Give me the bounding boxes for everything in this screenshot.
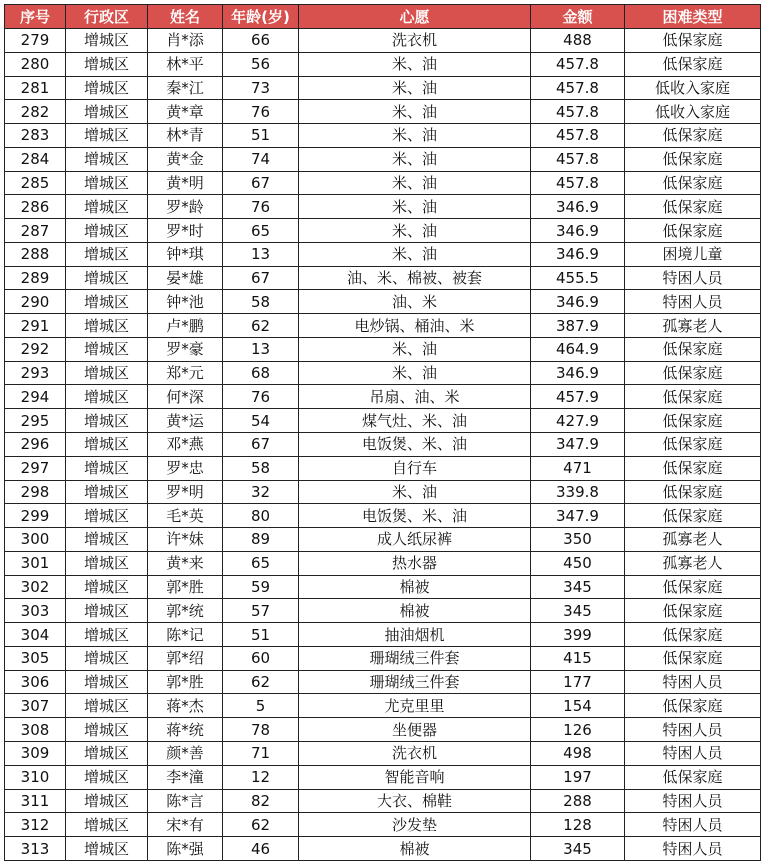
cell-hardship-type: 低保家庭 [625, 219, 761, 243]
cell-age: 62 [223, 670, 299, 694]
cell-index: 296 [5, 433, 66, 457]
cell-wish: 电炒锅、桶油、米 [299, 314, 531, 338]
cell-age: 51 [223, 124, 299, 148]
header-row [5, 5, 761, 29]
cell-hardship-type: 低保家庭 [625, 409, 761, 433]
cell-wish: 尤克里里 [299, 694, 531, 718]
cell-index: 295 [5, 409, 66, 433]
cell-hardship-type: 特困人员 [625, 290, 761, 314]
cell-amount: 346.9 [531, 361, 625, 385]
cell-district: 增城区 [66, 29, 148, 53]
cell-district: 增城区 [66, 551, 148, 575]
table-row [5, 337, 761, 361]
cell-name: 郭*胜 [148, 670, 223, 694]
table-row [5, 433, 761, 457]
cell-district: 增城区 [66, 623, 148, 647]
cell-hardship-type: 孤寡老人 [625, 314, 761, 338]
cell-district: 增城区 [66, 528, 148, 552]
cell-wish: 米、油 [299, 361, 531, 385]
cell-age: 54 [223, 409, 299, 433]
cell-name: 蒋*统 [148, 718, 223, 742]
header-index: 序号 [5, 5, 66, 29]
table-row [5, 385, 761, 409]
table-row [5, 266, 761, 290]
cell-index: 293 [5, 361, 66, 385]
table-row [5, 147, 761, 171]
table-row [5, 528, 761, 552]
cell-amount: 345 [531, 599, 625, 623]
cell-wish: 米、油 [299, 100, 531, 124]
cell-amount: 350 [531, 528, 625, 552]
cell-name: 何*深 [148, 385, 223, 409]
cell-amount: 387.9 [531, 314, 625, 338]
cell-age: 65 [223, 551, 299, 575]
cell-name: 钟*琪 [148, 242, 223, 266]
table-row [5, 480, 761, 504]
cell-district: 增城区 [66, 195, 148, 219]
cell-hardship-type: 低收入家庭 [625, 100, 761, 124]
cell-wish: 洗衣机 [299, 29, 531, 53]
cell-amount: 128 [531, 813, 625, 837]
cell-index: 308 [5, 718, 66, 742]
table-row [5, 29, 761, 53]
cell-wish: 坐便器 [299, 718, 531, 742]
cell-index: 309 [5, 741, 66, 765]
cell-amount: 345 [531, 837, 625, 861]
cell-index: 307 [5, 694, 66, 718]
cell-name: 林*青 [148, 124, 223, 148]
cell-wish: 热水器 [299, 551, 531, 575]
cell-index: 298 [5, 480, 66, 504]
cell-amount: 457.8 [531, 147, 625, 171]
cell-name: 郭*统 [148, 599, 223, 623]
header-amount: 金额 [531, 5, 625, 29]
cell-name: 郭*胜 [148, 575, 223, 599]
cell-hardship-type: 困境儿童 [625, 242, 761, 266]
cell-amount: 288 [531, 789, 625, 813]
cell-age: 62 [223, 314, 299, 338]
cell-age: 46 [223, 837, 299, 861]
header-name: 姓名 [148, 5, 223, 29]
cell-amount: 339.8 [531, 480, 625, 504]
cell-district: 增城区 [66, 813, 148, 837]
cell-index: 305 [5, 646, 66, 670]
cell-wish: 大衣、棉鞋 [299, 789, 531, 813]
cell-wish: 抽油烟机 [299, 623, 531, 647]
cell-district: 增城区 [66, 765, 148, 789]
cell-name: 肖*添 [148, 29, 223, 53]
cell-age: 60 [223, 646, 299, 670]
cell-index: 289 [5, 266, 66, 290]
cell-age: 56 [223, 52, 299, 76]
cell-hardship-type: 低保家庭 [625, 124, 761, 148]
cell-wish: 电饭煲、米、油 [299, 433, 531, 457]
cell-amount: 457.8 [531, 52, 625, 76]
cell-name: 许*妹 [148, 528, 223, 552]
cell-wish: 米、油 [299, 124, 531, 148]
table-row [5, 290, 761, 314]
cell-amount: 415 [531, 646, 625, 670]
cell-index: 300 [5, 528, 66, 552]
cell-wish: 米、油 [299, 76, 531, 100]
cell-name: 李*潼 [148, 765, 223, 789]
table-row [5, 195, 761, 219]
cell-age: 57 [223, 599, 299, 623]
cell-age: 67 [223, 171, 299, 195]
cell-hardship-type: 低保家庭 [625, 623, 761, 647]
cell-name: 陈*言 [148, 789, 223, 813]
cell-name: 蒋*杰 [148, 694, 223, 718]
table-row [5, 741, 761, 765]
cell-wish: 米、油 [299, 480, 531, 504]
cell-amount: 346.9 [531, 290, 625, 314]
cell-age: 76 [223, 100, 299, 124]
table-row [5, 599, 761, 623]
cell-amount: 464.9 [531, 337, 625, 361]
cell-amount: 457.8 [531, 171, 625, 195]
cell-name: 郑*元 [148, 361, 223, 385]
cell-name: 罗*明 [148, 480, 223, 504]
cell-name: 毛*英 [148, 504, 223, 528]
cell-hardship-type: 低保家庭 [625, 433, 761, 457]
cell-wish: 沙发垫 [299, 813, 531, 837]
cell-index: 310 [5, 765, 66, 789]
cell-name: 罗*豪 [148, 337, 223, 361]
cell-age: 32 [223, 480, 299, 504]
cell-age: 51 [223, 623, 299, 647]
cell-hardship-type: 特困人员 [625, 718, 761, 742]
cell-index: 291 [5, 314, 66, 338]
cell-district: 增城区 [66, 171, 148, 195]
cell-name: 秦*江 [148, 76, 223, 100]
table-row [5, 409, 761, 433]
cell-age: 5 [223, 694, 299, 718]
cell-index: 312 [5, 813, 66, 837]
cell-hardship-type: 特困人员 [625, 837, 761, 861]
cell-district: 增城区 [66, 219, 148, 243]
cell-index: 294 [5, 385, 66, 409]
cell-district: 增城区 [66, 100, 148, 124]
cell-name: 晏*雄 [148, 266, 223, 290]
table-row [5, 456, 761, 480]
cell-district: 增城区 [66, 456, 148, 480]
cell-name: 罗*龄 [148, 195, 223, 219]
cell-amount: 471 [531, 456, 625, 480]
cell-hardship-type: 低收入家庭 [625, 76, 761, 100]
cell-age: 58 [223, 456, 299, 480]
cell-index: 297 [5, 456, 66, 480]
header-wish: 心愿 [299, 5, 531, 29]
cell-name: 邓*燕 [148, 433, 223, 457]
table-row [5, 765, 761, 789]
cell-name: 陈*强 [148, 837, 223, 861]
cell-amount: 457.8 [531, 100, 625, 124]
cell-age: 82 [223, 789, 299, 813]
cell-district: 增城区 [66, 718, 148, 742]
cell-wish: 米、油 [299, 337, 531, 361]
cell-name: 卢*鹏 [148, 314, 223, 338]
cell-district: 增城区 [66, 694, 148, 718]
cell-amount: 457.8 [531, 76, 625, 100]
cell-index: 299 [5, 504, 66, 528]
table-row [5, 551, 761, 575]
cell-amount: 427.9 [531, 409, 625, 433]
cell-name: 黄*章 [148, 100, 223, 124]
cell-amount: 450 [531, 551, 625, 575]
cell-hardship-type: 特困人员 [625, 789, 761, 813]
cell-index: 279 [5, 29, 66, 53]
cell-wish: 棉被 [299, 599, 531, 623]
cell-hardship-type: 孤寡老人 [625, 528, 761, 552]
cell-index: 282 [5, 100, 66, 124]
cell-age: 13 [223, 337, 299, 361]
cell-district: 增城区 [66, 314, 148, 338]
cell-district: 增城区 [66, 124, 148, 148]
table-row [5, 813, 761, 837]
table-row [5, 76, 761, 100]
cell-hardship-type: 低保家庭 [625, 337, 761, 361]
cell-amount: 488 [531, 29, 625, 53]
cell-index: 306 [5, 670, 66, 694]
cell-age: 80 [223, 504, 299, 528]
cell-district: 增城区 [66, 670, 148, 694]
cell-district: 增城区 [66, 599, 148, 623]
cell-name: 陈*记 [148, 623, 223, 647]
cell-district: 增城区 [66, 266, 148, 290]
cell-wish: 洗衣机 [299, 741, 531, 765]
cell-age: 67 [223, 266, 299, 290]
cell-name: 黄*金 [148, 147, 223, 171]
table-row [5, 646, 761, 670]
cell-index: 288 [5, 242, 66, 266]
table-row [5, 219, 761, 243]
cell-age: 76 [223, 195, 299, 219]
table-row [5, 314, 761, 338]
cell-age: 58 [223, 290, 299, 314]
cell-index: 313 [5, 837, 66, 861]
cell-name: 宋*有 [148, 813, 223, 837]
cell-name: 林*平 [148, 52, 223, 76]
table-row [5, 100, 761, 124]
cell-index: 302 [5, 575, 66, 599]
cell-age: 12 [223, 765, 299, 789]
cell-wish: 棉被 [299, 575, 531, 599]
cell-name: 黄*明 [148, 171, 223, 195]
cell-amount: 345 [531, 575, 625, 599]
cell-hardship-type: 低保家庭 [625, 480, 761, 504]
cell-age: 71 [223, 741, 299, 765]
cell-wish: 米、油 [299, 52, 531, 76]
cell-hardship-type: 低保家庭 [625, 456, 761, 480]
cell-hardship-type: 低保家庭 [625, 694, 761, 718]
cell-hardship-type: 低保家庭 [625, 504, 761, 528]
table-row [5, 504, 761, 528]
table-row [5, 575, 761, 599]
cell-name: 钟*池 [148, 290, 223, 314]
cell-name: 黄*运 [148, 409, 223, 433]
cell-index: 281 [5, 76, 66, 100]
cell-wish: 油、米 [299, 290, 531, 314]
cell-index: 287 [5, 219, 66, 243]
cell-index: 303 [5, 599, 66, 623]
cell-wish: 吊扇、油、米 [299, 385, 531, 409]
cell-index: 283 [5, 124, 66, 148]
cell-index: 304 [5, 623, 66, 647]
cell-district: 增城区 [66, 575, 148, 599]
cell-wish: 珊瑚绒三件套 [299, 646, 531, 670]
header-district: 行政区 [66, 5, 148, 29]
table-row [5, 670, 761, 694]
cell-age: 67 [223, 433, 299, 457]
cell-age: 65 [223, 219, 299, 243]
cell-amount: 346.9 [531, 219, 625, 243]
cell-amount: 346.9 [531, 242, 625, 266]
cell-district: 增城区 [66, 646, 148, 670]
cell-hardship-type: 特困人员 [625, 266, 761, 290]
cell-amount: 455.5 [531, 266, 625, 290]
cell-amount: 346.9 [531, 195, 625, 219]
cell-district: 增城区 [66, 337, 148, 361]
cell-hardship-type: 低保家庭 [625, 575, 761, 599]
cell-district: 增城区 [66, 480, 148, 504]
cell-name: 郭*绍 [148, 646, 223, 670]
cell-age: 62 [223, 813, 299, 837]
table-row [5, 361, 761, 385]
cell-index: 286 [5, 195, 66, 219]
cell-amount: 347.9 [531, 504, 625, 528]
cell-name: 罗*时 [148, 219, 223, 243]
header-hardship-type: 困难类型 [625, 5, 761, 29]
cell-district: 增城区 [66, 409, 148, 433]
table-row [5, 694, 761, 718]
cell-wish: 珊瑚绒三件套 [299, 670, 531, 694]
cell-wish: 煤气灶、米、油 [299, 409, 531, 433]
cell-hardship-type: 特困人员 [625, 741, 761, 765]
cell-hardship-type: 低保家庭 [625, 195, 761, 219]
cell-hardship-type: 低保家庭 [625, 52, 761, 76]
cell-district: 增城区 [66, 789, 148, 813]
table-header [5, 5, 761, 29]
cell-hardship-type: 低保家庭 [625, 29, 761, 53]
cell-hardship-type: 特困人员 [625, 813, 761, 837]
cell-wish: 电饭煲、米、油 [299, 504, 531, 528]
cell-district: 增城区 [66, 147, 148, 171]
cell-hardship-type: 低保家庭 [625, 599, 761, 623]
table-row [5, 242, 761, 266]
cell-index: 311 [5, 789, 66, 813]
cell-index: 285 [5, 171, 66, 195]
cell-amount: 197 [531, 765, 625, 789]
wish-list-table [4, 4, 761, 861]
cell-district: 增城区 [66, 52, 148, 76]
cell-district: 增城区 [66, 741, 148, 765]
cell-hardship-type: 孤寡老人 [625, 551, 761, 575]
cell-hardship-type: 特困人员 [625, 670, 761, 694]
cell-age: 66 [223, 29, 299, 53]
cell-amount: 498 [531, 741, 625, 765]
cell-age: 59 [223, 575, 299, 599]
table-row [5, 837, 761, 861]
cell-hardship-type: 低保家庭 [625, 147, 761, 171]
table-body [5, 29, 761, 861]
cell-amount: 126 [531, 718, 625, 742]
table-row [5, 52, 761, 76]
cell-wish: 自行车 [299, 456, 531, 480]
cell-age: 89 [223, 528, 299, 552]
cell-wish: 米、油 [299, 195, 531, 219]
cell-hardship-type: 低保家庭 [625, 646, 761, 670]
cell-index: 280 [5, 52, 66, 76]
cell-age: 73 [223, 76, 299, 100]
cell-district: 增城区 [66, 242, 148, 266]
cell-age: 76 [223, 385, 299, 409]
table-row [5, 718, 761, 742]
cell-name: 罗*忠 [148, 456, 223, 480]
cell-wish: 油、米、棉被、被套 [299, 266, 531, 290]
cell-district: 增城区 [66, 361, 148, 385]
cell-hardship-type: 低保家庭 [625, 765, 761, 789]
cell-amount: 457.8 [531, 124, 625, 148]
cell-amount: 177 [531, 670, 625, 694]
cell-hardship-type: 低保家庭 [625, 361, 761, 385]
cell-wish: 米、油 [299, 242, 531, 266]
cell-hardship-type: 低保家庭 [625, 385, 761, 409]
cell-name: 黄*来 [148, 551, 223, 575]
cell-age: 74 [223, 147, 299, 171]
cell-district: 增城区 [66, 290, 148, 314]
cell-amount: 399 [531, 623, 625, 647]
cell-amount: 154 [531, 694, 625, 718]
cell-name: 颜*善 [148, 741, 223, 765]
table-row [5, 623, 761, 647]
cell-wish: 米、油 [299, 147, 531, 171]
cell-amount: 347.9 [531, 433, 625, 457]
cell-index: 292 [5, 337, 66, 361]
cell-hardship-type: 低保家庭 [625, 171, 761, 195]
cell-age: 68 [223, 361, 299, 385]
cell-wish: 成人纸尿裤 [299, 528, 531, 552]
cell-wish: 米、油 [299, 171, 531, 195]
cell-district: 增城区 [66, 433, 148, 457]
table-row [5, 124, 761, 148]
cell-index: 284 [5, 147, 66, 171]
header-age: 年龄(岁) [223, 5, 299, 29]
cell-district: 增城区 [66, 385, 148, 409]
cell-wish: 米、油 [299, 219, 531, 243]
cell-age: 78 [223, 718, 299, 742]
cell-wish: 棉被 [299, 837, 531, 861]
cell-wish: 智能音响 [299, 765, 531, 789]
cell-index: 290 [5, 290, 66, 314]
table-row [5, 171, 761, 195]
cell-district: 增城区 [66, 837, 148, 861]
cell-age: 13 [223, 242, 299, 266]
cell-district: 增城区 [66, 76, 148, 100]
cell-district: 增城区 [66, 504, 148, 528]
cell-index: 301 [5, 551, 66, 575]
cell-amount: 457.9 [531, 385, 625, 409]
table-row [5, 789, 761, 813]
